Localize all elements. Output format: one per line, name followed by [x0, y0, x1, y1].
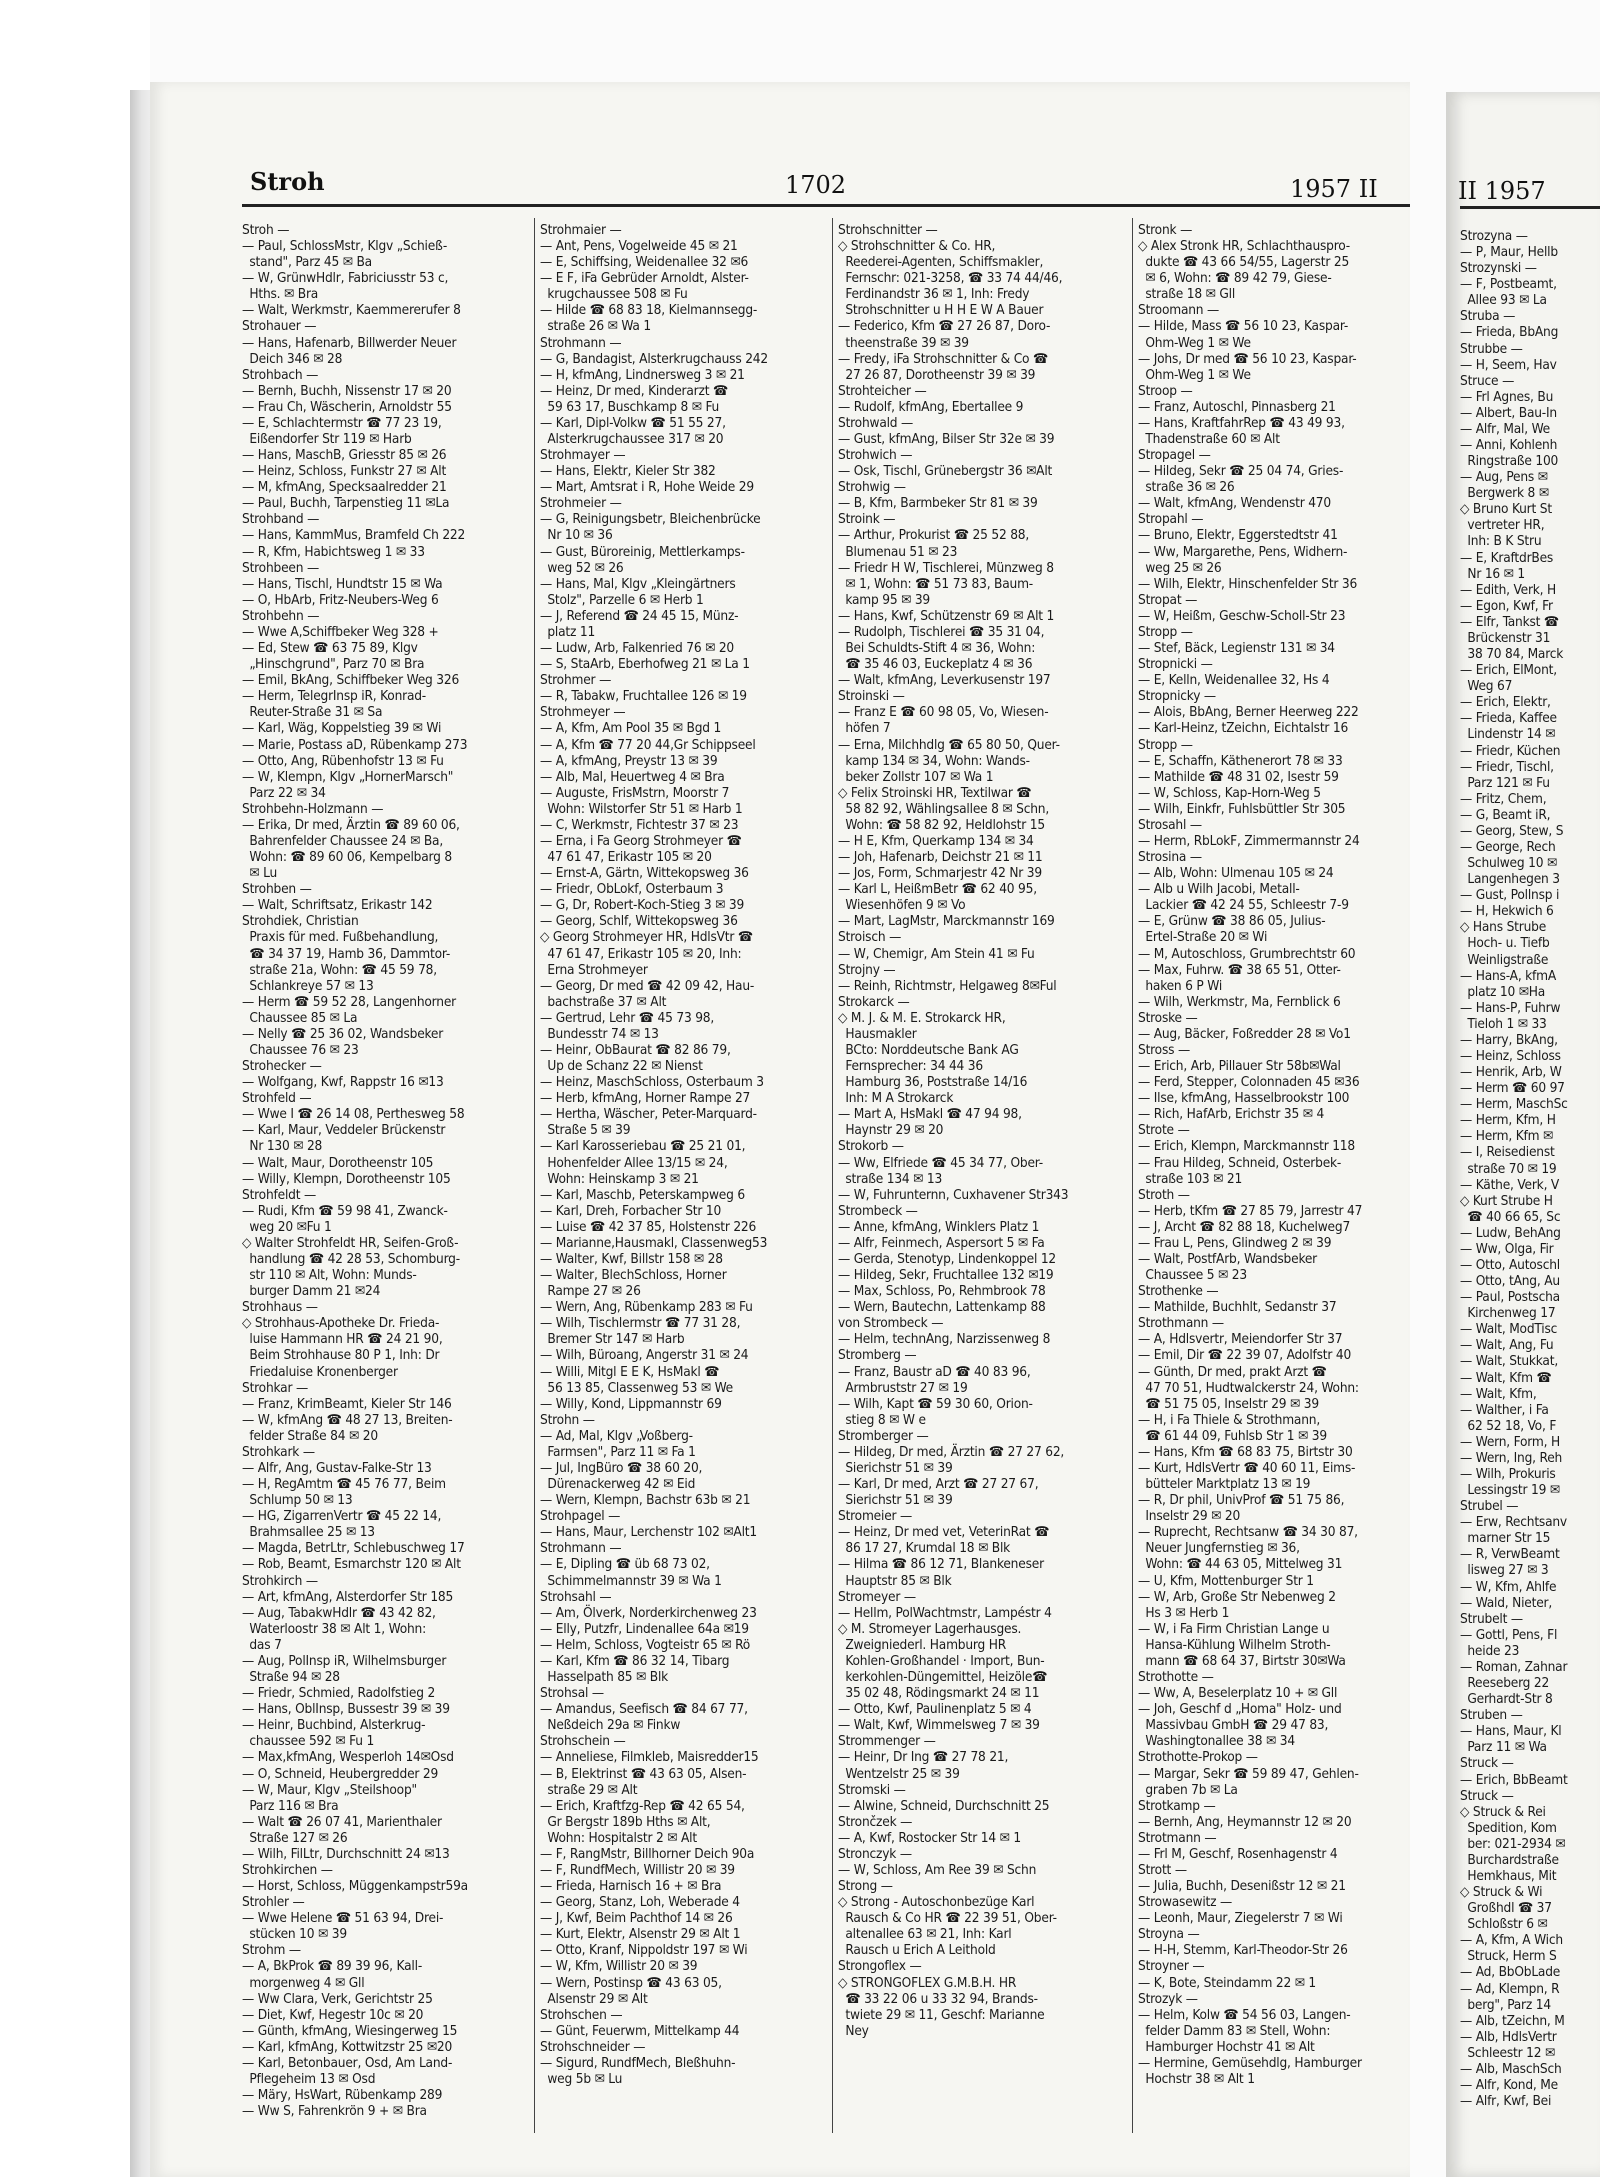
facing-page-column: Strozyna — — P, Maur, Hellb Strozynski — — F, Postbeamt, Allee 93 ✉ La Struba — — Frieda, BbAng Strubbe — — H, Seem, Hav Struce — — Frl Agnes, Bu — Albert, Bau-In — Alfr, Mal, We — Anni, Kohlenh Ringstraße 100 — Aug, Pens ✉ Bergwerk 8 ✉ ◇ Bruno Kurt St vertreter HR, Inh: B K Stru — E, KraftdrBes Nr 16 ✉ 1 — Edith, Verk, H — Egon, Kwf, Fr — Elfr, Tankst ☎ Brückenstr 31 38 70 84, Marck — Erich, ElMont, Weg 67 — Erich, Elektr, — Frieda, Kaffee Lindenstr 14 ✉ — Friedr, Küchen — Friedr, Tischl, Parz 121 ✉ Fu — Fritz, Chem, — G, Beamt iR, — Georg, Stew, S — George, Rech Schulweg 10 ✉ Langenhegen 3 — Gust, Pollnsp i — H, Hekwich 6 ◇ Hans Strube Hoch- u. Tiefb Weinligstraße — Hans-A, kfmA platz 10 ✉Ha — Hans-P, Fuhrw Tieloh 1 ✉ 33 — Harry, BkAng, — Heinz, Schloss — Henrik, Arb, W — Herm ☎ 60 97 — Herm, MaschSc — Herm, Kfm, H — Herm, Kfm ✉ — I, Reisedienst straße 70 ✉ 19 — Käthe, Verk, V ◇ Kurt Strube H ☎ 40 66 65, Sc — Ludw, BehAng — Ww, Olga, Fir — Otto, Autoschl — Otto, tAng, Au — Paul, Postscha Kirchenweg 17 — Walt, ModTisc — Walt, Ang, Fu — Walt, Stukkat, — Walt, Kfm ☎ — Walt, Kfm, — Walther, i Fa 62 52 18, Vo, F — Wern, Form, H — Wern, Ing, Reh — Wilh, Prokuris Lessingstr 19 ✉ Strubel — — Erw, Rechtsanv marner Str 15 — R, VerwBeamt lisweg 27 ✉ 3 — W, Kfm, Ahlfe — Wald, Nieter, Strubelt — — Gottl, Pens, Fl heide 23 — Roman, Zahnar Reeseberg 22 Gerhardt-Str 8 Struben — — Hans, Maur, Kl Parz 11 ✉ Wa Struck — — Erich, BbBeamt Struck — ◇ Struck & Rei Spedition, Kom ber: 021-2934 ✉ Burchardstraße Hemkhaus, Mit ◇ Struck & Wi Großhdl ☎ 37 Schloßstr 6 ✉ — A, Kfm, A Wich Struck, Herm S — Ad, BbObLade — Ad, Klempn, R berg", Parz 14 — Alb, tZeichn, M — Alb, HdlsVertr Schleestr 12 ✉ — Alb, MaschSch — Alfr, Kond, Me — Alfr, Kwf, Bei — [1460, 228, 1568, 2110]
directory-column-4: Stronk — ◇ Alex Stronk HR, Schlachthauspro- dukte ☎ 43 66 54/55, Lagerstr 25 ✉ 6, Wohn: ☎ 89 42 79, Giese- straße 18 ✉ Gll Stroomann — — Hilde, Mass ☎ 56 10 23, Kaspar- Ohm-Weg 1 ✉ We — Johs, Dr med ☎ 56 10 23, Kaspar- Ohm-Weg 1 ✉ We Stroop — — Franz, Autoschl, Pinnasberg 21 — Hans, KraftfahrRep ☎ 43 49 93, Thadenstraße 60 ✉ Alt Stropagel — — Hildeg, Sekr ☎ 25 04 74, Gries- straße 36 ✉ 26 — Walt, kfmAng, Wendenstr 470 Stropahl — — Bruno, Elektr, Eggerstedtstr 41 — Ww, Margarethe, Pens, Widhern- weg 25 ✉ 26 — Wilh, Elektr, Hinschenfelder Str 36 Stropat — — W, Heißm, Geschw-Scholl-Str 23 Stropp — — Stef, Bäck, Legienstr 131 ✉ 34 Stropnicki — — E, Kelln, Weidenallee 32, Hs 4 Stropnicky — — Alois, BbAng, Berner Heerweg 222 — Karl-Heinz, tZeichn, Eichtalstr 16 Stropp — — E, Schaffn, Käthenerort 78 ✉ 33 — Mathilde ☎ 48 31 02, Isestr 59 — W, Schloss, Kap-Horn-Weg 5 — Wilh, Einkfr, Fuhlsbüttler Str 305 Strosahl — — Herm, RbLokF, Zimmermannstr 24 Strosina — — Alb, Wohn: Ulmenau 105 ✉ 24 — Alb u Wilh Jacobi, Metall- Lackier ☎ 42 24 55, Schleestr 7-9 — E, Grünw ☎ 38 86 05, Julius- Ertel-Straße 20 ✉ Wi — M, Autoschloss, Grumbrechtstr 60 — Max, Fuhrw. ☎ 38 65 51, Otter- haken 6 P Wi — Wilh, Werkmstr, Ma, Fernblick 6 Stroske — — Aug, Bäcker, Foßredder 28 ✉ Vo1 Stross — — Erich, Arb, Pillauer Str 58b✉Wal — Ferd, Stepper, Colonnaden 45 ✉36 — Ilse, kfmAng, Hasselbrookstr 100 — Rich, HafArb, Erichstr 35 ✉ 4 Strote — — Erich, Klempn, Marckmannstr 118 — Frau Hildeg, Schneid, Osterbek- straße 103 ✉ 21 Stroth — — Herb, tKfm ☎ 27 85 79, Jarrestr 47 — J, Archt ☎ 82 88 18, Kuchelweg7 — Frau L, Pens, Glindweg 2 ✉ 39 — Walt, PostfArb, Wandsbeker Chaussee 5 ✉ 23 Strothenke — — Mathilde, Buchhlt, Sedanstr 37 Strothmann — — A, Hdlsvertr, Meiendorfer Str 37 — Emil, Dir ☎ 22 39 07, Adolfstr 40 — Günth, Dr med, prakt Arzt ☎ 47 70 51, Hudtwalckerstr 24, Wohn: ☎ 51 75 05, Inselstr 29 ✉ 39 — H, i Fa Thiele & Strothmann, ☎ 61 44 09, Fuhlsb Str 1 ✉ 39 — Hans, Kfm ☎ 68 83 75, Birtstr 30 — Kurt, HdlsVertr ☎ 40 60 11, Eims- bütteler Marktplatz 13 ✉ 19 — R, Dr phil, UnivProf ☎ 51 75 86, Inselstr 29 ✉ 20 — Ruprecht, Rechtsanw ☎ 34 30 87, Neuer Jungfernstieg ✉ 36, Wohn: ☎ 44 63 05, Mittelweg 31 — U, Kfm, Mottenburger Str 1 — W, Arb, Große Str Nebenweg 2 Hs 3 ✉ Herb 1 — W, i Fa Firm Christian Lange u Hansa-Kühlung Wilhelm Stroth- mann ☎ 68 64 37, Birtstr 30✉Wa Strothotte — — Ww, A, Beselerplatz 10 + ✉ Gll — Joh, Geschf d „Homa" Holz- und Massivbau GmbH ☎ 29 47 83, Washingtonallee 38 ✉ 34 Strothotte-Prokop — — Margar, Sekr ☎ 59 89 47, Gehlen- graben 7b ✉ La Strotkamp — — Bernh, Ang, Heymannstr 12 ✉ 20 Strotmann — — Frl M, Geschf, Rosenhagenstr 4 Strott — — Julia, Buchh, Desenißstr 12 ✉ 21 Strowasewitz — — Leonh, Maur, Ziegelerstr 7 ✉ Wi Stroyna — — H-H, Stemm, Karl-Theodor-Str 26 Stroyner — — K, Bote, Steindamm 22 ✉ 1 Strozyk — — Helm, Kolw ☎ 54 56 03, Langen- felder Damm 83 ✉ Stell, Wohn: Hamburger Hochstr 41 ✉ Alt — Hermine, Gemüsehdlg, Hamburger Hochstr 38 ✉ Alt 1 — [1138, 222, 1363, 2087]
column-divider — [832, 218, 833, 2133]
running-head-name: Stroh — [250, 167, 325, 196]
running-head-year: 1957 II — [1290, 175, 1378, 203]
directory-column-2: Strohmaier — — Ant, Pens, Vogelweide 45 ✉ 21 — E, Schiffsing, Weidenallee 32 ✉6 — E F, iFa Gebrüder Arnoldt, Alster- krugchaussee 508 ✉ Fu — Hilde ☎ 68 83 18, Kielmannsegg- straße 26 ✉ Wa 1 Strohmann — — G, Bandagist, Alsterkrugchauss 242 — H, kfmAng, Lindnersweg 3 ✉ 21 — Heinz, Dr med, Kinderarzt ☎ 59 63 17, Buschkamp 8 ✉ Fu — Karl, Dipl-Volkw ☎ 51 55 27, Alsterkrugchaussee 317 ✉ 20 Strohmayer — — Hans, Elektr, Kieler Str 382 — Mart, Amtsrat i R, Hohe Weide 29 Strohmeier — — G, Reinigungsbetr, Bleichenbrücke Nr 10 ✉ 36 — Gust, Büroreinig, Mettlerkamps- weg 52 ✉ 26 — Hans, Mal, Klgv „Kleingärtners Stolz", Parzelle 6 ✉ Herb 1 — J, Referend ☎ 24 45 15, Münz- platz 11 — Ludw, Arb, Falkenried 76 ✉ 20 — S, StaArb, Eberhofweg 21 ✉ La 1 Strohmer — — R, Tabakw, Fruchtallee 126 ✉ 19 Strohmeyer — — A, Kfm, Am Pool 35 ✉ Bgd 1 — A, Kfm ☎ 77 20 44,Gr Schippseel — A, kfmAng, Preystr 13 ✉ 39 — Alb, Mal, Heuertweg 4 ✉ Bra — Auguste, FrisMstrn, Moorstr 7 Wohn: Wilstorfer Str 51 ✉ Harb 1 — C, Werkmstr, Fichtestr 37 ✉ 23 — Erna, i Fa Georg Strohmeyer ☎ 47 61 47, Erikastr 105 ✉ 20 — Ernst-A, Gärtn, Wittekopsweg 36 — Friedr, ObLokf, Osterbaum 3 — G, Dr, Robert-Koch-Stieg 3 ✉ 39 — Georg, Schlf, Wittekopsweg 36 ◇ Georg Strohmeyer HR, HdlsVtr ☎ 47 61 47, Erikastr 105 ✉ 20, Inh: Erna Strohmeyer — Georg, Dr med ☎ 42 09 42, Hau- bachstraße 37 ✉ Alt — Gertrud, Lehr ☎ 45 73 98, Bundesstr 74 ✉ 13 — Heinr, ObBaurat ☎ 82 86 79, Up de Schanz 22 ✉ Nienst — Heinz, MaschSchloss, Osterbaum 3 — Herb, kfmAng, Horner Rampe 27 — Hertha, Wäscher, Peter-Marquard- Straße 5 ✉ 39 — Karl Karosseriebau ☎ 25 21 01, Hohenfelder Allee 13/15 ✉ 24, Wohn: Heinskamp 3 ✉ 21 — Karl, Maschb, Peterskampweg 6 — Karl, Dreh, Forbacher Str 10 — Luise ☎ 42 37 85, Holstenstr 226 — Marianne,Hausmakl, Classenweg53 — Walter, Kwf, Billstr 158 ✉ 28 — Walter, BlechSchloss, Horner Rampe 27 ✉ 26 — Wern, Ang, Rübenkamp 283 ✉ Fu — Wilh, Tischlermstr ☎ 77 31 28, Bremer Str 147 ✉ Harb — Wilh, Büroang, Angerstr 31 ✉ 24 — Willi, Mitgl E E K, HsMakl ☎ 56 13 85, Classenweg 53 ✉ We — Willy, Kond, Lippmannstr 69 Strohn — — Ad, Mal, Klgv „Voßberg- Farmsen", Parz 11 ✉ Fa 1 — Jul, IngBüro ☎ 38 60 20, Dürenackerweg 42 ✉ Eid — Wern, Klempn, Bachstr 63b ✉ 21 Strohpagel — — Hans, Maur, Lerchenstr 102 ✉Alt1 Strohmann — — E, Dipling ☎ üb 68 73 02, Schimmelmannstr 39 ✉ Wa 1 Strohsahl — — Am, Ölverk, Norderkirchenweg 23 — Elly, Putzfr, Lindenallee 64a ✉19 — Helm, Schloss, Vogteistr 65 ✉ Rö — Karl, Kfm ☎ 86 32 14, Tibarg Hasselpath 85 ✉ Blk Strohsal — — Amandus, Seefisch ☎ 84 67 77, Neßdeich 29a ✉ Finkw Strohschein — — Anneliese, Filmkleb, Maisredder15 — B, Elektrinst ☎ 43 63 05, Alsen- straße 29 ✉ Alt — Erich, Kraftfzg-Rep ☎ 42 65 54, Gr Bergstr 189b Hths ✉ Alt, Wohn: Hospitalstr 2 ✉ Alt — F, RangMstr, Billhorner Deich 90a — F, RundfMech, Willistr 20 ✉ 39 — Frieda, Harnisch 16 + ✉ Bra — Georg, Stanz, Loh, Weberade 4 — J, Kwf, Beim Pachthof 14 ✉ 26 — Kurt, Elektr, Alsenstr 29 ✉ Alt 1 — Otto, Kranf, Nippoldstr 197 ✉ Wi — W, Kfm, Willistr 20 ✉ 39 — Wern, Postinsp ☎ 43 63 05, Alsenstr 29 ✉ Alt Strohschen — — Günt, Feuerwm, Mittelkamp 44 Strohschneider — — Sigurd, RundfMech, Bleßhuhn- weg 5b ✉ Lu — [540, 222, 768, 2087]
scan-left-margin — [0, 0, 150, 2177]
header-rule — [242, 204, 1410, 207]
directory-column-3: Strohschnitter — ◇ Strohschnitter & Co. HR, Reederei-Agenten, Schiffsmakler, Fernschr: 021-3258, ☎ 33 74 44/46, Ferdinandstr 36 ✉ 1, Inh: Fredy Strohschnitter u H H E W A Bauer — Federico, Kfm ☎ 27 26 87, Doro- theenstraße 39 ✉ 39 — Fredy, iFa Strohschnitter & Co ☎ 27 26 87, Dorotheenstr 39 ✉ 39 Strohteicher — — Rudolf, kfmAng, Ebertallee 9 Strohwald — — Gust, kfmAng, Bilser Str 32e ✉ 39 Strohwich — — Osk, Tischl, Grünebergstr 36 ✉Alt Strohwig — — B, Kfm, Barmbeker Str 81 ✉ 39 Stroink — — Arthur, Prokurist ☎ 25 52 88, Blumenau 51 ✉ 23 — Friedr H W, Tischlerei, Münzweg 8 ✉ 1, Wohn: ☎ 51 73 83, Baum- kamp 95 ✉ 39 — Hans, Kwf, Schützenstr 69 ✉ Alt 1 — Rudolph, Tischlerei ☎ 35 31 04, Bei Schuldts-Stift 4 ✉ 36, Wohn: ☎ 35 46 03, Euckeplatz 4 ✉ 36 — Walt, kfmAng, Leverkusenstr 197 Stroinski — — Franz E ☎ 60 98 05, Vo, Wiesen- höfen 7 — Erna, Milchhdlg ☎ 65 80 50, Quer- kamp 134 ✉ 34, Wohn: Wands- beker Zollstr 107 ✉ Wa 1 ◇ Felix Stroinski HR, Textilwar ☎ 58 82 92, Wählingsallee 8 ✉ Schn, Wohn: ☎ 58 82 92, Heldlohstr 15 — H E, Kfm, Querkamp 134 ✉ 34 — Joh, Hafenarb, Deichstr 21 ✉ 11 — Jos, Form, Schmarjestr 42 Nr 39 — Karl L, HeißmBetr ☎ 62 40 95, Wiesenhöfen 9 ✉ Vo — Mart, LagMstr, Marckmannstr 169 Stroisch — — W, Chemigr, Am Stein 41 ✉ Fu Strojny — — Reinh, Richtmstr, Helgaweg 8✉Ful Strokarck — ◇ M. J. & M. E. Strokarck HR, Hausmakler BCto: Norddeutsche Bank AG Fernsprecher: 34 44 36 Hamburg 36, Poststraße 14/16 Inh: M A Strokarck — Mart A, HsMakl ☎ 47 94 98, Haynstr 29 ✉ 20 Strokorb — — Ww, Elfriede ☎ 45 34 77, Ober- straße 134 ✉ 13 — W, Fuhrunternn, Cuxhavener Str343 Strombeck — — Anne, kfmAng, Winklers Platz 1 — Alfr, Feinmech, Aspersort 5 ✉ Fa — Gerda, Stenotyp, Lindenkoppel 12 — Hildeg, Sekr, Fruchtallee 132 ✉19 — Max, Schloss, Po, Rehmbrook 78 — Wern, Bautechn, Lattenkamp 88 von Strombeck — — Helm, technAng, Narzissenweg 8 Stromberg — — Franz, Baustr aD ☎ 40 83 96, Armbruststr 27 ✉ 19 — Wilh, Kapt ☎ 59 30 60, Orion- stieg 8 ✉ W e Stromberger — — Hildeg, Dr med, Ärztin ☎ 27 27 62, Sierichstr 51 ✉ 39 — Karl, Dr med, Arzt ☎ 27 27 67, Sierichstr 51 ✉ 39 Stromeier — — Heinz, Dr med vet, VeterinRat ☎ 86 17 27, Krumdal 18 ✉ Blk — Hilma ☎ 86 12 71, Blankeneser Hauptstr 85 ✉ Blk Stromeyer — — Hellm, PolWachtmstr, Lampéstr 4 ◇ M. Stromeyer Lagerhausges. Zweigniederl. Hamburg HR Kohlen-Großhandel · Import, Bun- kerkohlen-Düngemittel, Heizöle☎ 35 02 48, Rödingsmarkt 24 ✉ 11 — Otto, Kwf, Paulinenplatz 5 ✉ 4 — Walt, Kwf, Wimmelsweg 7 ✉ 39 Strommenger — — Heinr, Dr Ing ☎ 27 78 21, Wentzelstr 25 ✉ 39 Stromski — — Alwine, Schneid, Durchschnitt 25 Strončzek — — A, Kwf, Rostocker Str 14 ✉ 1 Stronczyk — — W, Schloss, Am Ree 39 ✉ Schn Strong — ◇ Strong - Autoschonbezüge Karl Rausch & Co HR ☎ 22 39 51, Ober- altenallee 63 ✉ 21, Inh: Karl Rausch u Erich A Leithold Strongoflex — ◇ STRONGOFLEX G.M.B.H. HR ☎ 33 22 06 u 33 32 94, Brands- twiete 29 ✉ 11, Geschf: Marianne Ney — [838, 222, 1069, 2039]
column-divider — [1132, 218, 1133, 2133]
page-number: 1702 — [785, 171, 847, 199]
column-divider — [534, 218, 535, 2133]
directory-column-1: Stroh — — Paul, SchlossMstr, Klgv „Schieß- stand", Parz 45 ✉ Ba — W, GrünwHdlr, Fabriciusstr 53 c, Hths. ✉ Bra — Walt, Werkmstr, Kaemmererufer 8 Strohauer — — Hans, Hafenarb, Billwerder Neuer Deich 346 ✉ 28 Strohbach — — Bernh, Buchh, Nissenstr 17 ✉ 20 — Frau Ch, Wäscherin, Arnoldstr 55 — E, Schlachtermstr ☎ 77 23 19, Eißendorfer Str 119 ✉ Harb — Hans, MaschB, Griesstr 85 ✉ 26 — Heinz, Schloss, Funkstr 27 ✉ Alt — M, kfmAng, Specksaalredder 21 — Paul, Buchh, Tarpenstieg 11 ✉La Strohband — — Hans, KammMus, Bramfeld Ch 222 — R, Kfm, Habichtsweg 1 ✉ 33 Strohbeen — — Hans, Tischl, Hundtstr 15 ✉ Wa — O, HbArb, Fritz-Neubers-Weg 6 Strohbehn — — Wwe A,Schiffbeker Weg 328 + — Ed, Stew ☎ 63 75 89, Klgv „Hinschgrund", Parz 70 ✉ Bra — Emil, BkAng, Schiffbeker Weg 326 — Herm, TelegrInsp iR, Konrad- Reuter-Straße 31 ✉ Sa — Karl, Wäg, Koppelstieg 39 ✉ Wi — Marie, Postass aD, Rübenkamp 273 — Otto, Ang, Rübenhofstr 13 ✉ Fu — W, Klempn, Klgv „HornerMarsch" Parz 22 ✉ 34 Strohbehn-Holzmann — — Erika, Dr med, Ärztin ☎ 89 60 06, Bahrenfelder Chaussee 24 ✉ Ba, Wohn: ☎ 89 60 06, Kempelbarg 8 ✉ Lu Strohben — — Walt, Schriftsatz, Erikastr 142 Strohdiek, Christian Praxis für med. Fußbehandlung, ☎ 34 37 19, Hamb 36, Dammtor- straße 21a, Wohn: ☎ 45 59 78, Schlankreye 57 ✉ 13 — Herm ☎ 59 52 28, Langenhorner Chaussee 85 ✉ La — Nelly ☎ 25 36 02, Wandsbeker Chaussee 76 ✉ 23 Strohecker — — Wolfgang, Kwf, Rappstr 16 ✉13 Strohfeld — — Wwe I ☎ 26 14 08, Perthesweg 58 — Karl, Maur, Veddeler Brückenstr Nr 130 ✉ 28 — Walt, Maur, Dorotheenstr 105 — Willy, Klempn, Dorotheenstr 105 Strohfeldt — — Rudi, Kfm ☎ 59 98 41, Zwanck- weg 20 ✉Fu 1 ◇ Walter Strohfeldt HR, Seifen-Groß- handlung ☎ 42 28 53, Schomburg- str 110 ✉ Alt, Wohn: Munds- burger Damm 21 ✉24 Strohhaus — ◇ Strohhaus-Apotheke Dr. Frieda- luise Hammann HR ☎ 24 21 90, Beim Strohhause 80 P 1, Inh: Dr Friedaluise Kronenberger Strohkar — — Franz, KrimBeamt, Kieler Str 146 — W, kfmAng ☎ 48 27 13, Breiten- felder Straße 84 ✉ 20 Strohkark — — Alfr, Ang, Gustav-Falke-Str 13 — H, RegAmtm ☎ 45 76 77, Beim Schlump 50 ✉ 13 — HG, ZigarrenVertr ☎ 45 22 14, Brahmsallee 25 ✉ 13 — Magda, BetrLtr, Schlebuschweg 17 — Rob, Beamt, Esmarchstr 120 ✉ Alt Strohkirch — — Art, kfmAng, Alsterdorfer Str 185 — Aug, TabakwHdlr ☎ 43 42 82, Waterloostr 38 ✉ Alt 1, Wohn: das 7 — Aug, PolInsp iR, Wilhelmsburger Straße 94 ✉ 28 — Friedr, Schmied, Radolfstieg 2 — Hans, OblInsp, Bussestr 39 ✉ 39 — Heinr, Buchbind, Alsterkrug- chaussee 592 ✉ Fu 1 — Max,kfmAng, Wesperloh 14✉Osd — O, Schneid, Heubergredder 29 — W, Maur, Klgv „Steilshoop" Parz 116 ✉ Bra — Walt ☎ 26 07 41, Marienthaler Straße 127 ✉ 26 — Wilh, FilLtr, Durchschnitt 24 ✉13 Strohkirchen — — Horst, Schloss, Müggenkampstr59a Strohler — — Wwe Helene ☎ 51 63 94, Drei- stücken 10 ✉ 39 Strohm — — A, BkProk ☎ 89 39 96, Kall- morgenweg 4 ✉ Gll — Ww Clara, Verk, Gerichtstr 25 — Diet, Kwf, Hegestr 10c ✉ 20 — Günth, kfmAng, Wiesingerweg 15 — Karl, kfmAng, Kottwitzstr 25 ✉20 — Karl, Betonbauer, Osd, Am Land- Pflegeheim 13 ✉ Osd — Märy, HsWart, Rübenkamp 289 — Ww S, Fahrenkrön 9 + ✉ Bra — [242, 222, 468, 2120]
facing-header-rule — [1460, 206, 1600, 209]
facing-page-head: II 1957 — [1458, 177, 1546, 205]
